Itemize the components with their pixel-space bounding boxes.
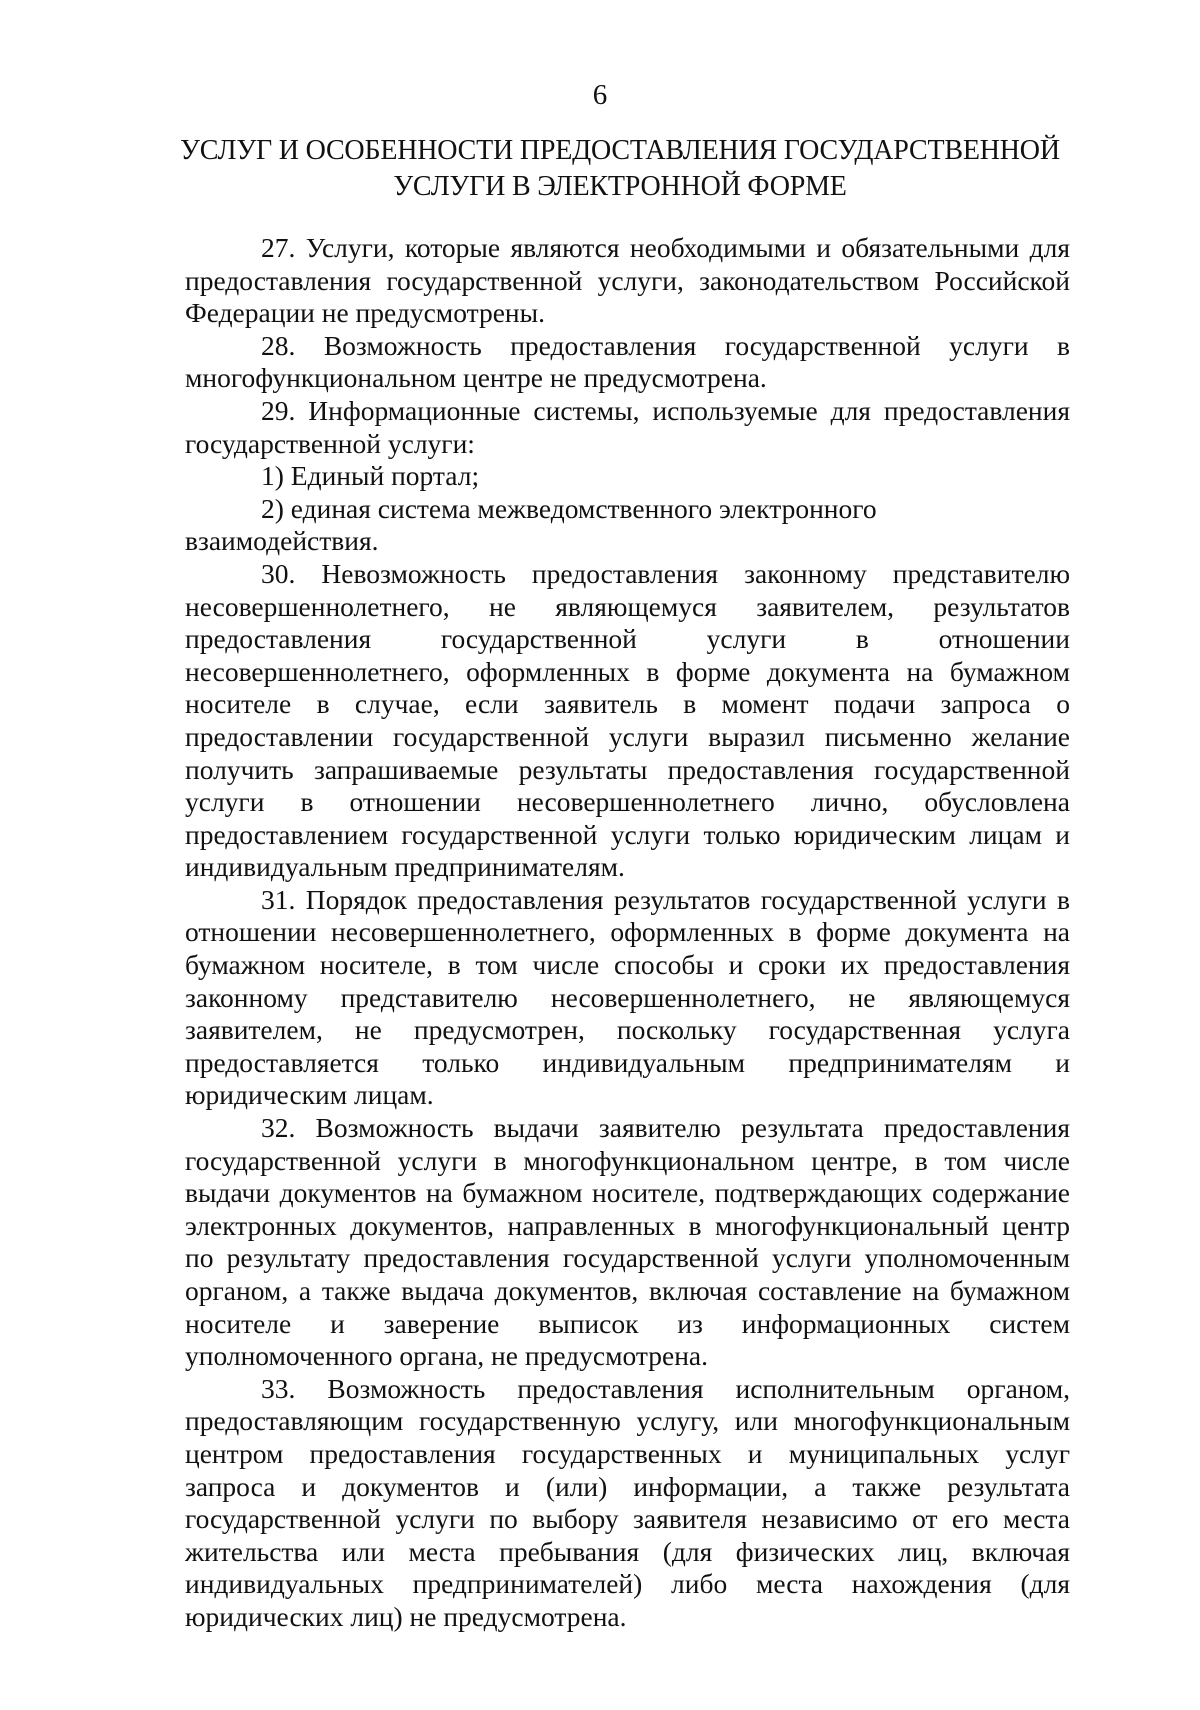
paragraph-text: Невозможность предоставления законному представителю несовершеннолетнего, не являющемуся заявителем, результатов предоставления государственной услуги в отношении несовершеннолетнего, оформленных в форме документа на бумажном носителе в случае, если заявитель в момент подачи запроса о предоставлении государственной услуги выразил письменно желание получить запрашиваемые результаты предоставления государственной услуги в отношении несовершеннолетнего лично, обусловлена предоставлением государственной услуги только юридическим лицам и индивидуальным предпринимателям. (185, 557, 1070, 883)
section-heading (160, 133, 1080, 205)
paragraph-number: 29. (261, 394, 296, 426)
document-body (185, 232, 1070, 1634)
paragraph-text: Информационные системы, используемые для предоставления государственной услуги: (185, 394, 1071, 459)
paragraph-33 (185, 1373, 1070, 1634)
paragraph-number: 28. (261, 329, 296, 361)
paragraph-number: 31. (261, 883, 296, 915)
page-number: 6 (592, 79, 608, 111)
paragraph-text: Порядок предоставления результатов государственной услуги в отношении несовершеннолетнего, оформленных в форме документа на бумажном носителе, в том числе способы и сроки их предоставления законному представителю несовершеннолетнего, не являющемуся заявителем, не предусмотрен, поскольку государственная услуга предоставляется только индивидуальным предпринимателям и юридическим лицам. (185, 883, 1070, 1111)
paragraph-text: Возможность выдачи заявителю результата предоставления государственной услуги в многофункциональном центре, в том числе выдачи документов на бумажном носителе, подтверждающих содержание электронных документов, направленных в многофункциональный центр по результату предоставления государственной услуги уполномоченным органом, а также выдача документов, включая составление на бумажном носителе и заверение выписок из информационных систем уполномоченного органа, не предусмотрена. (185, 1112, 1070, 1372)
paragraph-text: Возможность предоставления исполнительным органом, предоставляющим государственную услугу, или многофункциональным центром предоставления государственных и муниципальных услуг запроса и документов и (или) информации, а также результата государственной услуги по выбору заявителя независимо от его места жительства или места пребывания (для физических лиц, включая индивидуальных предпринимателей) либо места нахождения (для юридических лиц) не предусмотрена. (185, 1372, 1070, 1632)
heading-line-1: УСЛУГ И ОСОБЕННОСТИ ПРЕДОСТАВЛЕНИЯ ГОСУДАРСТВЕННОЙ (180, 135, 1060, 166)
paragraph-text: Возможность предоставления государственной услуги в многофункциональном центре не предусмотрена. (185, 329, 1070, 394)
paragraph-29 (185, 395, 1070, 460)
paragraph-27 (185, 232, 1070, 330)
heading-line-2: УСЛУГИ В ЭЛЕКТРОННОЙ ФОРМЕ (393, 171, 847, 202)
paragraph-number: 32. (261, 1112, 296, 1144)
paragraph-32 (185, 1112, 1070, 1373)
paragraph-number: 27. (261, 232, 296, 263)
paragraph-31 (185, 884, 1070, 1112)
paragraph-30 (185, 558, 1070, 884)
list-item: 2) единая система межведомственного электронного взаимодействия. (185, 492, 877, 557)
paragraph-number: 33. (261, 1372, 296, 1404)
list-item: 1) Единый портал; (261, 460, 480, 492)
paragraph-number: 30. (261, 557, 296, 589)
paragraph-text: Услуги, которые являются необходимыми и обязательными для предоставления государственной услуги, законодательством Российской Федерации не предусмотрены. (185, 232, 1071, 329)
paragraph-28 (185, 330, 1070, 395)
